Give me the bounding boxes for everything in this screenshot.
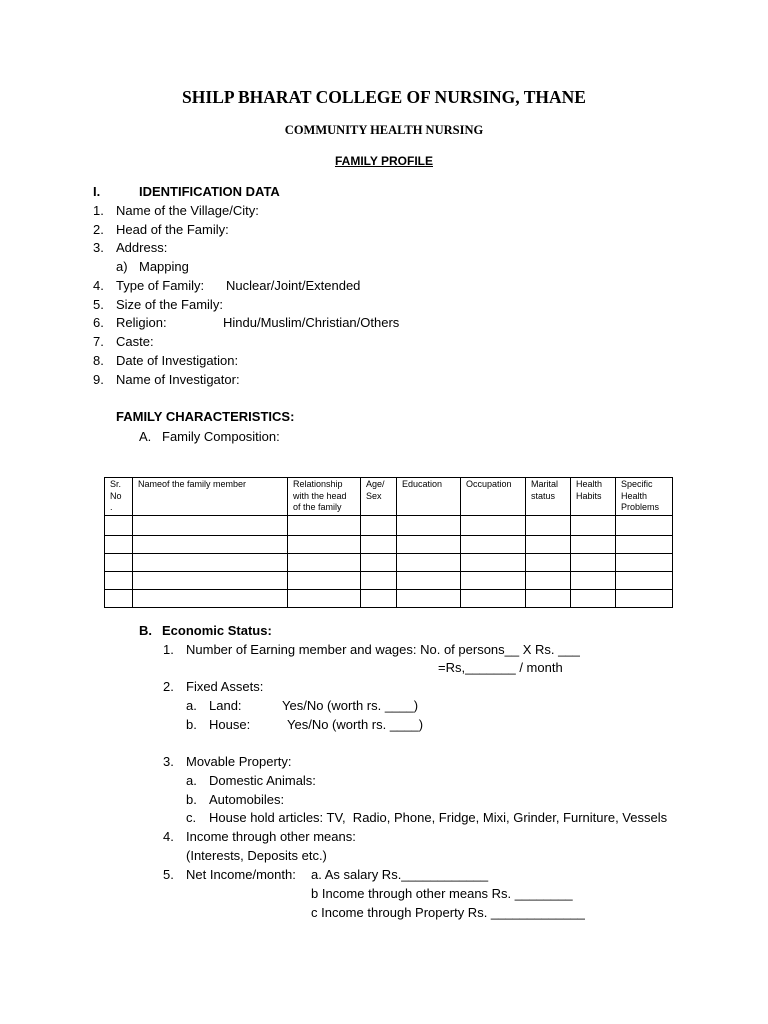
table-cell[interactable] [288, 516, 361, 536]
subsection-letter: A. [139, 429, 152, 444]
table-cell[interactable] [361, 554, 397, 572]
field-mapping: Mapping [139, 259, 189, 274]
field-village-city: Name of the Village/City: [116, 203, 259, 218]
fixed-assets-label: Fixed Assets: [186, 679, 264, 694]
table-cell[interactable] [526, 536, 571, 554]
field-caste: Caste: [116, 334, 154, 349]
table-cell[interactable] [288, 590, 361, 608]
table-cell[interactable] [461, 572, 526, 590]
item-number: 6. [93, 315, 104, 330]
table-cell[interactable] [361, 590, 397, 608]
item-number: a) [116, 259, 128, 274]
other-means-income-line: b Income through other means Rs. ________ [311, 886, 573, 901]
field-size-of-family: Size of the Family: [116, 297, 223, 312]
table-header-row [105, 478, 673, 516]
column-header: Specific Health Problems [616, 478, 673, 516]
religion-options: Hindu/Muslim/Christian/Others [223, 315, 400, 330]
item-letter: b. [186, 717, 197, 732]
table-cell[interactable] [461, 554, 526, 572]
property-income-line: c Income through Property Rs. _____________ [311, 905, 585, 920]
item-number: 2. [163, 679, 174, 694]
table-cell[interactable] [571, 572, 616, 590]
field-date-of-investigation: Date of Investigation: [116, 353, 239, 368]
table-cell[interactable] [105, 554, 133, 572]
table-body [105, 516, 673, 608]
column-header: Health Habits [571, 478, 616, 516]
table-row [105, 554, 673, 572]
net-income-label: Net Income/month: [186, 867, 296, 882]
table-cell[interactable] [461, 516, 526, 536]
monthly-total-line: =Rs,_______ / month [438, 660, 563, 675]
table-cell[interactable] [361, 516, 397, 536]
table-cell[interactable] [616, 536, 673, 554]
section-number: I. [93, 184, 101, 199]
column-header: Nameof the family member [133, 478, 288, 516]
item-letter: b. [186, 792, 197, 807]
table-cell[interactable] [397, 590, 461, 608]
item-number: 3. [93, 240, 104, 255]
field-religion: Religion: [116, 315, 167, 330]
table-cell[interactable] [105, 590, 133, 608]
table-cell[interactable] [288, 536, 361, 554]
land-value: Yes/No (worth rs. ____) [282, 698, 419, 713]
subsection-letter: B. [139, 623, 152, 638]
table-cell[interactable] [133, 516, 288, 536]
table-row [105, 536, 673, 554]
table-cell[interactable] [397, 554, 461, 572]
table-cell[interactable] [461, 536, 526, 554]
column-header: Marital status [526, 478, 571, 516]
table-cell[interactable] [397, 536, 461, 554]
other-income-label: Income through other means: [186, 829, 356, 844]
table-cell[interactable] [616, 554, 673, 572]
house-value: Yes/No (worth rs. ____) [287, 717, 424, 732]
table-cell[interactable] [526, 516, 571, 536]
table-cell[interactable] [397, 516, 461, 536]
column-header: Sr. No . [105, 478, 133, 516]
column-header: Relationship with the head of the family [288, 478, 361, 516]
item-number: 4. [163, 829, 174, 844]
item-number: 1. [93, 203, 104, 218]
item-number: 5. [163, 867, 174, 882]
item-number: 4. [93, 278, 104, 293]
item-number: 7. [93, 334, 104, 349]
automobiles-label: Automobiles: [209, 792, 285, 807]
salary-income-line: a. As salary Rs.____________ [311, 867, 489, 882]
field-address: Address: [116, 240, 168, 255]
land-label: Land: [209, 698, 242, 713]
other-income-note: (Interests, Deposits etc.) [186, 848, 327, 863]
family-profile-text: FAMILY PROFILE [334, 154, 433, 168]
table-cell[interactable] [526, 572, 571, 590]
field-type-of-family: Type of Family: [116, 278, 205, 293]
table-cell[interactable] [288, 554, 361, 572]
table-cell[interactable] [105, 536, 133, 554]
item-number: 2. [93, 222, 104, 237]
page-subtitle: COMMUNITY HEALTH NURSING [284, 123, 484, 137]
table-cell[interactable] [616, 572, 673, 590]
item-number: 8. [93, 353, 104, 368]
family-characteristics-heading: FAMILY CHARACTERISTICS: [116, 409, 295, 424]
family-composition-table [104, 477, 673, 608]
field-name-of-investigator: Name of Investigator: [116, 372, 240, 387]
table-cell[interactable] [571, 516, 616, 536]
table-cell[interactable] [526, 554, 571, 572]
column-header: Occupation [461, 478, 526, 516]
table-cell[interactable] [571, 554, 616, 572]
table-cell[interactable] [526, 590, 571, 608]
family-composition-label: Family Composition: [162, 429, 280, 444]
type-of-family-options: Nuclear/Joint/Extended [226, 278, 361, 293]
table-cell[interactable] [133, 554, 288, 572]
household-articles-label: House hold articles: TV, Radio, Phone, Fridge, Mixi, Grinder, Furniture, Vessels [209, 810, 668, 825]
item-letter: a. [186, 773, 197, 788]
table-cell[interactable] [397, 572, 461, 590]
table-cell[interactable] [133, 590, 288, 608]
item-number: 3. [163, 754, 174, 769]
column-header: Age/ Sex [361, 478, 397, 516]
table-row [105, 516, 673, 536]
page-title: SHILP BHARAT COLLEGE OF NURSING, THANE [182, 87, 586, 107]
table-cell[interactable] [133, 572, 288, 590]
table-cell[interactable] [571, 536, 616, 554]
table-cell[interactable] [461, 590, 526, 608]
table-cell[interactable] [361, 572, 397, 590]
economic-status-heading: Economic Status: [162, 623, 272, 638]
house-label: House: [209, 717, 251, 732]
table-cell[interactable] [105, 572, 133, 590]
item-number: 9. [93, 372, 104, 387]
section-heading: IDENTIFICATION DATA [139, 184, 280, 199]
movable-property-label: Movable Property: [186, 754, 292, 769]
table-cell[interactable] [105, 516, 133, 536]
table-row [105, 590, 673, 608]
item-letter: c. [186, 810, 197, 825]
table-cell[interactable] [616, 590, 673, 608]
item-number: 1. [163, 642, 174, 657]
item-letter: a. [186, 698, 197, 713]
table-cell[interactable] [133, 536, 288, 554]
family-profile-heading [0, 155, 768, 167]
field-head-of-family: Head of the Family: [116, 222, 229, 237]
column-header: Education [397, 478, 461, 516]
domestic-animals-label: Domestic Animals: [209, 773, 316, 788]
table-cell[interactable] [361, 536, 397, 554]
item-number: 5. [93, 297, 104, 312]
table-row [105, 572, 673, 590]
table-cell[interactable] [571, 590, 616, 608]
table-cell[interactable] [616, 516, 673, 536]
table-cell[interactable] [288, 572, 361, 590]
earning-members-line: Number of Earning member and wages: No. of persons__ X Rs. ___ [186, 642, 580, 657]
